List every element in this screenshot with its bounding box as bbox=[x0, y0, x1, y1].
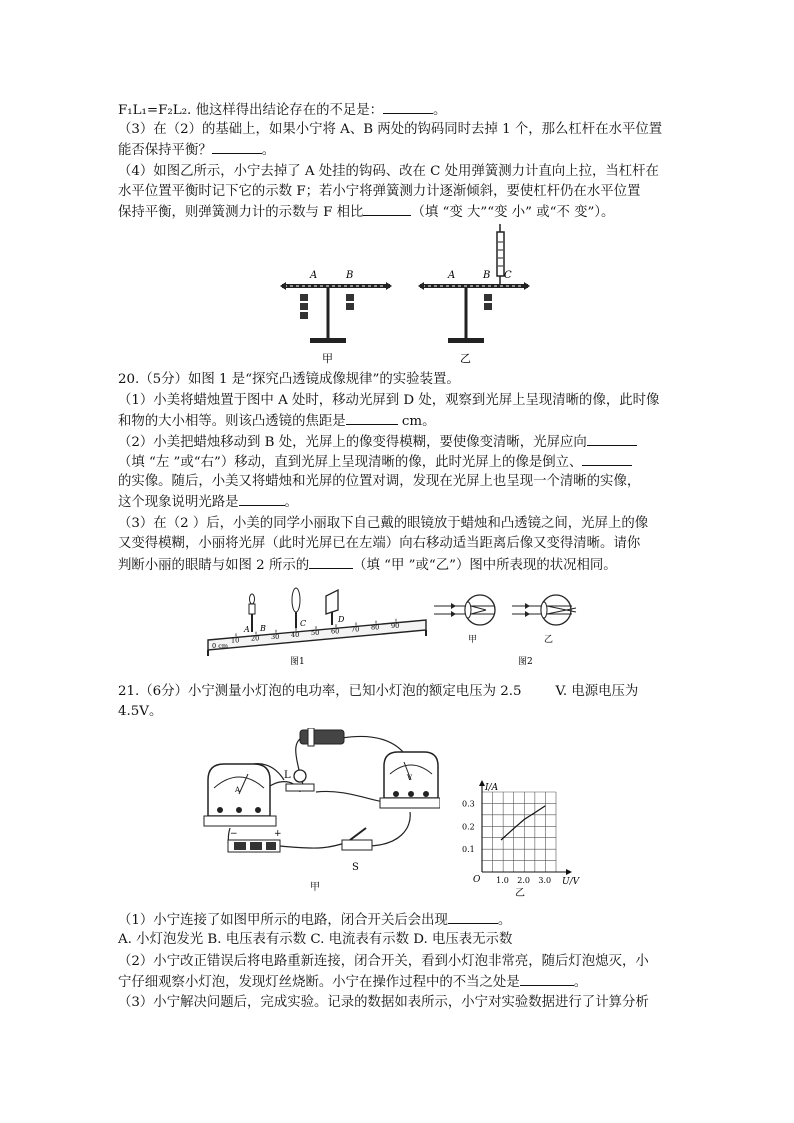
y-tick-label: 0.3 bbox=[462, 799, 475, 809]
y-axis-label: I/A bbox=[485, 783, 499, 793]
label-c: C bbox=[504, 270, 512, 281]
answer-blank[interactable] bbox=[239, 492, 285, 506]
q21-options: A. 小灯泡发光 B. 电压表有示数 C. 电流表有示数 D. 电压表无示数 bbox=[118, 932, 513, 947]
q20-p3-c: 判断小丽的眼睛与如图 2 所示的 （填 “甲 ”或“乙”）图中所表现的状况相同。 bbox=[118, 555, 617, 575]
lamp bbox=[284, 770, 314, 791]
q20-p2-c: 的实像。随后，小美又将蜡烛和光屏的位置对调，发现在光屏上也呈现一个清晰的实像， bbox=[118, 474, 641, 489]
switch-label: S bbox=[352, 862, 359, 873]
q20-intro: 20.（5分）如图 1 是“探究凸透镜成像规律”的实验装置。 bbox=[118, 372, 460, 387]
caption-yi: 乙 bbox=[544, 635, 554, 645]
label-d: D bbox=[338, 615, 345, 624]
q20-p2-a: （2）小美把蜡烛移动到 B 处，光屏上的像变得模糊，要使像变清晰，光屏应向 bbox=[118, 432, 637, 452]
q20-p2-b: （填 “左 ”或“右”）移动，直到光屏上呈现清晰的像，此时光屏上的像是倒立、 bbox=[118, 452, 632, 472]
optical-bench bbox=[208, 588, 426, 667]
ruler-tick-label: 10 bbox=[231, 636, 240, 645]
q20-p1-b: 和物的大小相等。则该凸透镜的焦距是 cm。 bbox=[118, 411, 436, 431]
caption-jia: 甲 bbox=[322, 352, 333, 365]
ruler-tick-label: 50 bbox=[311, 629, 320, 638]
flame-icon bbox=[250, 594, 255, 604]
x-tick-label: 1.0 bbox=[496, 876, 509, 885]
chart-axes bbox=[462, 780, 572, 885]
voltmeter-symbol: V bbox=[407, 774, 413, 782]
label-c: C bbox=[300, 619, 307, 628]
eye-yi bbox=[512, 595, 576, 645]
q20-p3-b: 又变得模糊，小丽将光屏（此时光屏已在左端）向右移动适当距离后像又变得清晰。请你 bbox=[118, 536, 641, 551]
voltmeter bbox=[380, 752, 440, 808]
ruler-tick-label: 30 bbox=[271, 632, 280, 641]
q21-p2-b: 宁仔细观察小灯泡，发现灯丝烧断。小宁在操作过程中的不当之处是 。 bbox=[118, 972, 587, 992]
q21-intro-a: 21.（6分）小宁测量小灯泡的电功率，已知小灯泡的额定电压为 2.5 V. 电源电压为 bbox=[118, 684, 639, 699]
label-b: B bbox=[483, 270, 491, 281]
label-b: B bbox=[346, 270, 354, 281]
q20-p1-a: （1）小美将蜡烛置于图中 A 处时，移动光屏到 D 处，观察到光屏上呈现清晰的像，此时像 bbox=[118, 393, 660, 408]
caption-jia: 甲 bbox=[468, 635, 478, 645]
answer-blank[interactable] bbox=[309, 555, 353, 569]
q19-part4-c: 保持平衡，则弹簧测力计的示数与 F 相比 （填 “变 大”“变 小” 或“不 变”）。 bbox=[118, 202, 614, 222]
ruler-tick-label: 20 bbox=[251, 634, 260, 643]
q21-p2-a: （2）小宁改正错误后将电路重新连接，闭合开关，看到小灯泡非常亮，随后灯泡熄灭，小 bbox=[118, 954, 649, 969]
x-tick-label: 2.0 bbox=[517, 876, 531, 885]
answer-blank[interactable] bbox=[520, 972, 574, 986]
answer-blank[interactable] bbox=[587, 432, 637, 446]
x-axis-arrow bbox=[566, 869, 572, 875]
lever-figure bbox=[270, 222, 540, 370]
ruler-tick-label: 60 bbox=[331, 627, 340, 636]
rheostat bbox=[300, 728, 344, 746]
battery bbox=[228, 829, 282, 852]
battery-plus: + bbox=[274, 829, 282, 839]
answer-blank[interactable] bbox=[363, 202, 411, 216]
answer-blank[interactable] bbox=[346, 411, 398, 425]
caption-fig2: 图2 bbox=[518, 657, 533, 667]
label-a: A bbox=[310, 270, 318, 281]
answer-blank[interactable] bbox=[582, 452, 632, 466]
ruler-tick-label: 90 bbox=[391, 621, 400, 630]
chart-grid bbox=[482, 792, 556, 872]
lever-yi bbox=[418, 224, 530, 365]
circuit-figure bbox=[200, 728, 440, 894]
x-axis-label: U/V bbox=[562, 877, 580, 887]
ruler-tick-label: 80 bbox=[371, 623, 380, 632]
q19-part3-a: （3）在（2）的基础上，如果小宁将 A、B 两处的钩码同时去掉 1 个，那么杠杆在水平位置 bbox=[118, 122, 663, 137]
optics-figure bbox=[200, 584, 620, 670]
q21-intro-b: 4.5V。 bbox=[118, 704, 163, 719]
iu-chart bbox=[460, 780, 610, 898]
y-tick-label: 0.2 bbox=[462, 822, 475, 832]
series-line bbox=[501, 806, 545, 840]
answer-blank[interactable] bbox=[383, 100, 433, 114]
label-a: A bbox=[448, 270, 456, 281]
caption-fig1: 图1 bbox=[290, 657, 305, 667]
q20-p2-d: 这个现象说明光路是 。 bbox=[118, 492, 298, 512]
origin-label: O bbox=[473, 875, 481, 885]
q19-part4-a: （4）如图乙所示，小宁去掉了 A 处挂的钩码、改在 C 处用弹簧测力计直向上拉，当杠杆在 bbox=[118, 164, 659, 179]
q19-part3-b: 能否保持平衡？ 。 bbox=[118, 140, 275, 160]
q21-p1: （1）小宁连接了如图甲所示的电路，闭合开关后会出现 。 bbox=[118, 910, 511, 930]
caption-yi: 乙 bbox=[460, 352, 471, 365]
q20-p3-a: （3）在（2 ）后，小美的同学小丽取下自己戴的眼镜放于蜡烛和凸透镜之间，光屏上的像 bbox=[118, 516, 649, 531]
light-screen bbox=[326, 590, 338, 614]
label-b: B bbox=[260, 624, 266, 633]
battery-minus: − bbox=[230, 829, 238, 839]
label-a: A bbox=[244, 625, 250, 634]
answer-blank[interactable] bbox=[212, 140, 262, 154]
ruler-tick-label: 70 bbox=[351, 625, 360, 634]
ammeter bbox=[204, 764, 276, 826]
lever-jia bbox=[280, 270, 392, 365]
x-tick-label: 3.0 bbox=[538, 876, 552, 885]
q19-line1: F₁L₁=F₂L₂. 他这样得出结论存在的不足是： 。 bbox=[118, 100, 446, 120]
candle bbox=[249, 604, 255, 614]
caption-jia: 甲 bbox=[310, 882, 320, 893]
ruler-tick-label: 40 bbox=[291, 630, 300, 639]
convex-lens bbox=[292, 588, 300, 612]
y-tick-label: 0.1 bbox=[462, 845, 475, 855]
ammeter-symbol: A bbox=[235, 786, 241, 794]
switch bbox=[342, 828, 372, 873]
chart-title: 乙 bbox=[515, 888, 525, 898]
lamp-label: L bbox=[284, 770, 291, 781]
eye-jia bbox=[434, 595, 495, 645]
q21-p3: （3）小宁解决问题后，完成实验。记录的数据如表所示，小宁对实验数据进行了计算分析 bbox=[118, 995, 649, 1010]
spring-scale bbox=[497, 232, 504, 276]
answer-blank[interactable] bbox=[448, 910, 498, 924]
ruler-origin: 0 cm bbox=[212, 642, 229, 650]
q19-part4-b: 水平位置平衡时记下它的示数 F；若小宁将弹簧测力计逐渐倾斜，要使杠杆仍在水平位置 bbox=[118, 184, 641, 199]
